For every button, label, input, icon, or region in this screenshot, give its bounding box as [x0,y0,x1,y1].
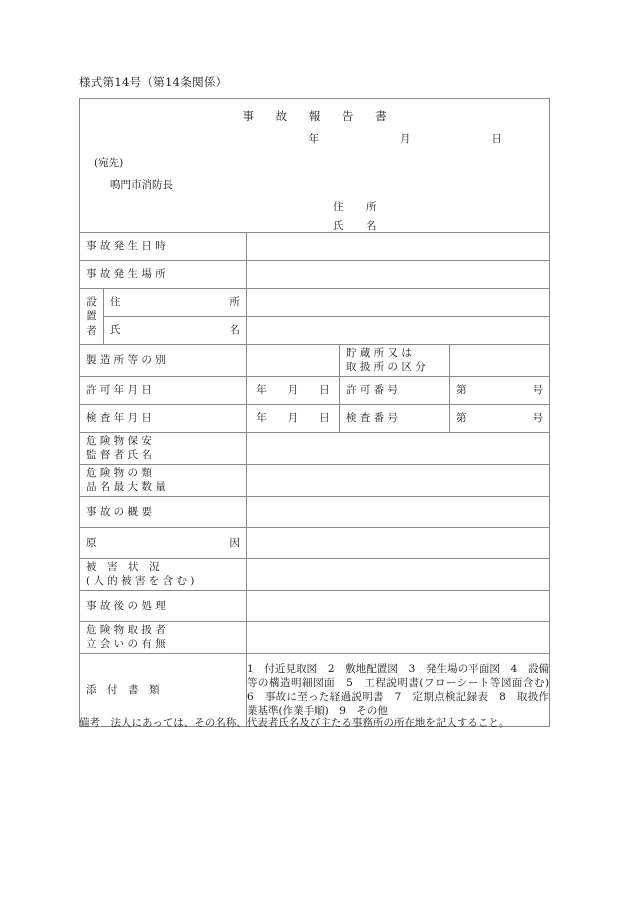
label-inspection-date [80,405,247,433]
table-row-permit [80,377,550,405]
field-accident-summary[interactable] [247,497,550,528]
label-text-line2: 立 会 い の 有 無 [86,637,166,650]
label-owner-group [80,289,104,345]
table-row-facility-type [80,345,550,377]
label-post-accident [80,591,247,622]
inspection-number-prefix: 第 [456,412,467,425]
field-owner-address[interactable] [247,289,550,317]
table-row-accident-summary [80,497,550,528]
label-safety-supervisor [80,433,247,465]
form-number: 様式第14号（第14条関係） [79,75,228,89]
label-text-line1: 貯 蔵 所 又 は [346,347,412,360]
field-owner-name[interactable] [247,317,550,345]
accident-report-table [79,98,560,727]
label-text-right: 所 [229,296,240,309]
permit-number-suffix: 号 [532,384,544,397]
label-accident-summary [80,497,247,528]
footer-remark: 備考 法人にあっては、その名称、代表者氏名及び主たる事務所の所在地を記入すること。 [79,717,510,729]
owner-char-1: 設 [86,296,97,309]
table-row-post-accident [80,591,550,622]
label-inspection-number [340,405,450,433]
submitter-name-label: 氏 名 [333,220,383,232]
permit-number-prefix: 第 [456,384,467,397]
label-text: 許 可 年 月 日 [86,384,152,397]
table-row-damage [80,559,550,591]
table-row-owner-address [80,289,550,317]
label-text-line2: 取 扱 所 の 区 分 [346,360,426,373]
field-facility-type[interactable] [247,345,340,377]
label-permit-number [340,377,450,405]
field-inspection-number[interactable] [450,405,550,433]
recipient-name: 鳴門市消防長 [110,179,173,191]
table-row-inspection [80,405,550,433]
field-accident-datetime[interactable] [247,233,550,261]
label-storage-division [340,345,450,377]
field-inspection-date[interactable]: 年 月 日 [247,405,340,433]
field-attachments-list: 1 付近見取図 2 敷地配置図 3 発生場の平面図 4 設備等の構造明細図面 5 工程説明書(フローシート等図面含む) 6 事故に至った経過説明書 7 定期点検記録表 8 取扱作業基準(作業手順) 9 その他 [247,654,550,727]
recipient-label: (宛先) [94,157,124,169]
label-text-right: 因 [229,536,240,549]
label-text-line1: 危 険 物 の 類 [86,467,152,480]
label-text: 事 故 発 生 場 所 [86,268,166,281]
label-text: 添 付 書 類 [86,683,160,696]
field-storage-division[interactable] [450,345,550,377]
inspection-number-suffix: 号 [532,412,544,425]
field-post-accident[interactable] [247,591,550,622]
label-text: 許 可 番 号 [346,384,399,397]
label-hazmat-class [80,465,247,497]
label-permit-date [80,377,247,405]
label-accident-place [80,261,247,289]
owner-char-3: 者 [86,324,97,337]
label-text: 検 査 番 号 [346,412,399,425]
table-row-owner-name [80,317,550,345]
label-text: 製 造 所 等 の 別 [86,354,166,367]
label-damage [80,559,247,591]
label-text: 検 査 年 月 日 [86,412,152,425]
label-text-line2: 監 督 者 氏 名 [86,448,152,461]
field-damage[interactable] [247,559,550,591]
label-text: 事 故 後 の 処 理 [86,599,166,612]
table-row-hazmat-class [80,465,550,497]
label-accident-datetime [80,233,247,261]
label-text: 事 故 発 生 日 時 [86,240,166,253]
label-text-left: 原 [86,536,97,549]
label-text-line2: ( 人 的 被 害 を 含 む ) [86,574,195,587]
field-permit-number[interactable] [450,377,550,405]
header-cell [80,99,550,233]
table-row-safety-supervisor [80,433,550,465]
label-text: 事 故 の 概 要 [86,505,152,518]
owner-char-2: 置 [86,310,97,323]
table-row-accident-place [80,261,550,289]
table-row-header [80,99,550,233]
label-owner-address [104,289,247,317]
label-text-line2: 品 名 最 大 数 量 [86,480,166,493]
table-row-handler-presence [80,622,550,654]
submitter-address-label: 住 所 [333,201,383,213]
field-permit-date[interactable]: 年 月 日 [247,377,340,405]
label-text-line1: 危 険 物 取 扱 者 [86,624,166,637]
field-accident-place[interactable] [247,261,550,289]
label-facility-type [80,345,247,377]
report-date-line: 年 月 日 [308,133,523,145]
field-safety-supervisor[interactable] [247,433,550,465]
document-title: 事 故 報 告 書 [242,109,396,123]
table-row-accident-datetime [80,233,550,261]
label-owner-name [104,317,247,345]
label-text-left: 住 [110,296,121,309]
label-handler-presence [80,622,247,654]
field-hazmat-class[interactable] [247,465,550,497]
field-cause[interactable] [247,528,550,559]
field-handler-presence[interactable] [247,622,550,654]
label-text-line1: 被 害 状 況 [86,561,160,574]
table-row-cause [80,528,550,559]
label-cause [80,528,247,559]
label-text-right: 名 [229,324,240,337]
label-text-left: 氏 [110,324,121,337]
label-text-line1: 危 険 物 保 安 [86,435,152,448]
